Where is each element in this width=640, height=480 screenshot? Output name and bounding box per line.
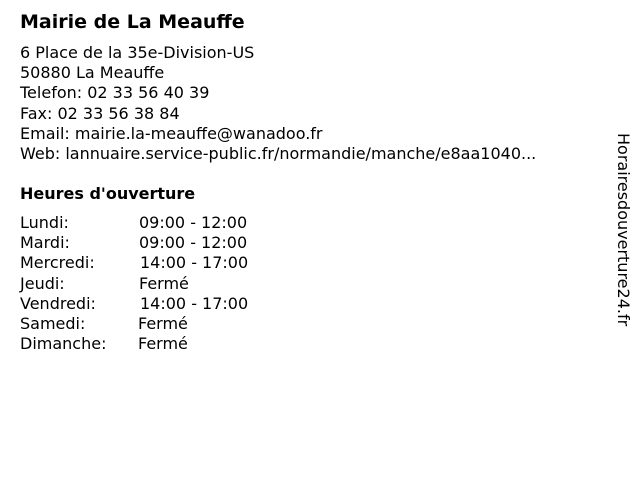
day-label: Dimanche: <box>20 334 107 354</box>
time-value: 14:00 - 17:00 <box>140 293 249 313</box>
time-value: 09:00 - 12:00 <box>139 213 248 232</box>
page-title: Mairie de La Meauffe <box>20 11 245 33</box>
time-value: Fermé <box>139 273 189 293</box>
contact-block <box>20 43 536 164</box>
opening-hours-heading: Heures d'ouverture <box>20 184 196 203</box>
day-label: Mercredi: <box>20 253 95 273</box>
time-value: 09:00 - 12:00 <box>139 233 248 253</box>
phone-number: Telefon: 02 33 56 40 39 <box>20 83 210 103</box>
time-value: Fermé <box>138 334 188 354</box>
day-label: Lundi: <box>20 213 69 232</box>
site-brand-watermark: Horairesdouverture24.fr <box>614 133 633 327</box>
day-label: Jeudi: <box>20 273 65 293</box>
email-address: Email: mairie.la-meauffe@wanadoo.fr <box>20 123 323 143</box>
time-value: Fermé <box>138 313 188 333</box>
day-label: Vendredi: <box>20 293 96 313</box>
day-label: Mardi: <box>20 233 70 253</box>
time-value: 14:00 - 17:00 <box>140 253 249 273</box>
day-label: Samedi: <box>20 313 86 333</box>
fax-number: Fax: 02 33 56 38 84 <box>20 103 180 123</box>
address-street: 6 Place de la 35e-Division-US <box>20 43 255 62</box>
address-city: 50880 La Meauffe <box>20 63 165 83</box>
website-url: Web: lannuaire.service-public.fr/normandie/manche/e8aa1040... <box>20 143 537 163</box>
